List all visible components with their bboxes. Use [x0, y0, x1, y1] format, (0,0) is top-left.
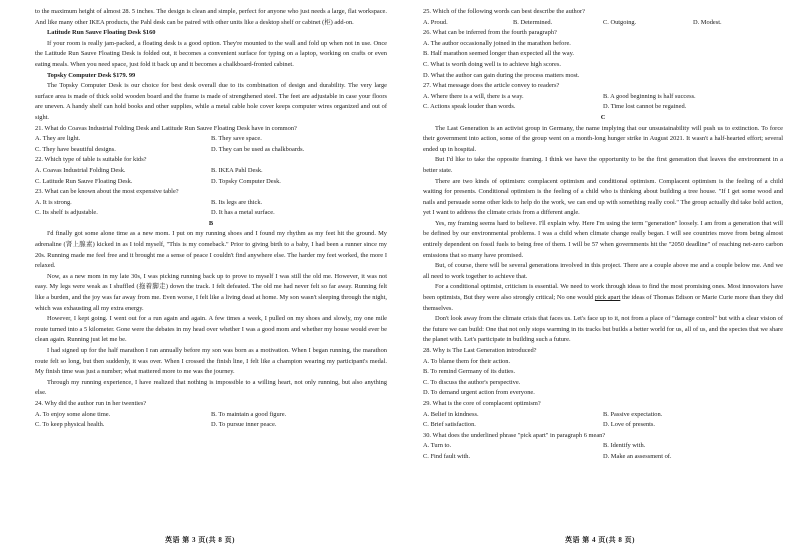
answer-options — [35, 410, 387, 421]
text-line: 22. Which type of table is suitable for kids? — [35, 156, 147, 164]
answer-option: C. To keep physical health. — [35, 421, 105, 429]
answer-option: A. They are light. — [35, 135, 81, 143]
text-run: For a conditional optimist, criticism is essential. We need to work through ideas to find the most promising ones. Most innovators have been optimists, But they were also strongly critical; No one would — [423, 283, 783, 302]
answer-option: D. It has a metal surface. — [211, 209, 275, 217]
text-line: C. What is worth doing well is to achieve high scores. — [423, 60, 561, 68]
answer-option: D. Love of presents. — [603, 421, 655, 429]
text-line: Yes, my framing seems hard to believe. I'll explain why. Here I'm using the term "generation" loosely. I am from a generation that will be defined by our environmental problems. I was a child when climate change really began. I will see countries move from being almost entirely dependent on fossil fuels to being free of them. I will be 57 when governments hit the "2050 deadline" of reaching net-zero carbon emissions that so many have promised. — [423, 219, 783, 259]
answer-options — [35, 177, 387, 188]
text-line: 30. What does the underlined phrase "pick apart" in paragraph 6 mean? — [423, 431, 606, 439]
answer-options — [423, 410, 783, 421]
answer-option: B. To maintain a good figure. — [211, 410, 287, 418]
answer-option: B. They save space. — [211, 135, 262, 143]
text-line: B. Half marathon seemed longer than expected all the way. — [423, 50, 574, 58]
page-footer: 英语 第 4 页(共 8 页) — [565, 536, 635, 544]
text-line: 29. What is the core of complacent optimism? — [423, 399, 541, 407]
answer-option: B. Identify with. — [603, 442, 646, 450]
answer-options — [35, 420, 387, 431]
text-line — [423, 282, 783, 314]
text-line: Now, as a new mom in my late 30s, I was picking running back up to prove to myself I was still the old me. However, it was not easy. My legs were weak as I shuffled (拖着脚走) down the track. I felt defeated. The old me had never felt so far away. Running felt like a burden, and the joy was far away from me. Even worse, I felt like a living dead at home. My son wasn't sleeping through the night, which was exhausting all my extra energy. — [35, 272, 387, 312]
text-line: 25. Which of the following words can best describe the author? — [423, 8, 585, 15]
text-line: But I'd like to take the opposite framing. I think we have the opportunity to be the first generation that leaves the environment in a better state. — [423, 156, 783, 174]
underlined-phrase: pick apart — [594, 294, 621, 302]
answer-options — [423, 420, 783, 431]
text-line: C. To discuss the author's perspective. — [423, 378, 521, 386]
answer-options — [423, 92, 783, 103]
text-line: 27. What message does the article convey to readers? — [423, 82, 560, 90]
answer-option: C. Outgoing. — [603, 18, 637, 26]
answer-option: B. Passive expectation. — [603, 410, 663, 418]
answer-option: C. They have beautiful designs. — [35, 145, 116, 153]
page-footer: 英语 第 3 页(共 8 页) — [165, 536, 235, 544]
answer-option: C. Brief satisfaction. — [423, 421, 476, 429]
text-line: 26. What can be inferred from the fourth paragraph? — [423, 29, 557, 37]
text-line: I'd finally got some alone time as a new mom. I put on my running shoes and I found my rhythm as my feet hit the ground. My adrenaline (肾上腺素) kicked in as I told myself, "This is my comeback." Prior to giving birth to a baby, I had been a runner since my 20s. Running made me feel free and it brought me a sense of peace I couldn't find anywhere else. The harder my feet worked, the more I relaxed. — [35, 230, 387, 270]
text-line: D. What the author can gain during the process matters most. — [423, 71, 580, 79]
answer-options — [423, 452, 783, 463]
answer-option: B. A good beginning is half success. — [603, 92, 696, 100]
text-line: But, of course, there will be several generations involved in this project. There are a couple above me and a couple below me. And we all need to work together to achieve that. — [423, 262, 783, 280]
text-line: If your room is really jam-packed, a floating desk is a good option. They're mounted to the wall and fold up when not in use. Once the Latitude Run Sauve Floating Desk is folded out, it becomes a convenient surface for typing on a laptop, working on crafts or even eating meals. When you need space, just fold it back up and it becomes a chalkboard-fronted cabinet. — [35, 39, 387, 68]
answer-option: D. To pursue inner peace. — [211, 421, 277, 429]
text-line: 23. What can be known about the most expensive table? — [35, 188, 179, 196]
answer-options — [423, 441, 783, 452]
product-heading: Topsky Computer Desk $179. 99 — [47, 71, 136, 79]
answer-option: C. Find fault with. — [423, 452, 471, 460]
text-line: 28. Why is The Last Generation introduced? — [423, 347, 537, 354]
answer-option: D. Topsky Computer Desk. — [211, 177, 281, 185]
text-line: 21. What do Coavas Industrial Folding Desk and Latitude Run Sauve Floating Desk have in common? — [35, 124, 297, 132]
answer-option: B. IKEA Pahl Desk. — [211, 166, 263, 174]
answer-option: D. Time lost cannot be regained. — [603, 103, 687, 111]
answer-options — [35, 134, 387, 145]
answer-options — [35, 145, 387, 156]
text-line: A. The author occasionally joined in the marathon before. — [423, 39, 571, 47]
text-line: There are two kinds of optimism: complacent optimism and conditional optimism. Complacent optimism is the feeling of a child waiting for presents. Conditional optimism is the feeling of a child who is thinking about building a tree house. "If I get some wood and nails and persuade some other kids to help do the work, we can end up with something really cool." The group actually did take bold action, yet I want to address the climate crisis from a different angle. — [423, 177, 783, 217]
text-line: Through my running experience, I have realized that nothing is impossible to a willing heart, not only running, but also anything else. — [35, 378, 387, 397]
section-letter: C — [600, 113, 606, 121]
answer-options — [35, 208, 387, 219]
text-line: to the maximum height of almost 28. 5 inches. The design is clean and simple, perfect for anyone who just needs a large, flat workspace. And like many other IKEA products, the Pahl desk can be paired with other units like a desktop shelf or cabinet (柜) add-on. — [35, 8, 387, 26]
right-page — [400, 0, 800, 551]
answer-option: A. Proud. — [423, 18, 448, 26]
text-line: The Last Generation is an activist group in Germany, the name implying that our unsustainability will push us to extinction. To force their government into action, some of the group went on a month-long hunger strike in August 2021. It wasn't a half-hearted effort; several ended up in hospital. — [423, 124, 783, 153]
right-column — [423, 7, 783, 463]
answer-options — [423, 18, 783, 29]
text-line: The Topsky Computer Desk is our choice for best desk overall due to its combination of design and durability. The very large surface area is made of thick solid wooden board and the frame is made of strengthened steel. The feet are adjustable in case your floors are uneven. A handy shelf can hold books and other supplies, while a metal cable hole cover keeps computer wires organized and out of sight. — [35, 82, 387, 121]
answer-option: D. Make an assessment of. — [603, 452, 672, 460]
answer-option: A. Coavas Industrial Folding Desk. — [35, 166, 126, 174]
text-line: 24. Why did the author run in her twenties? — [35, 399, 147, 407]
text-line: However, I kept going. I went out for a run again and again. A few times a week, I pulled on my shoes and slowly, my one mile route turned into a 5 kilometer. Gone were the debates in my head over whether I was a good mom and whether my house would ever be clean again. Running just let me be. — [35, 315, 387, 344]
answer-options — [423, 102, 783, 113]
section-letter: B — [208, 219, 214, 227]
answer-option: C. Latitude Run Sauve Floating Desk. — [35, 177, 133, 185]
answer-option: B. Its legs are thick. — [211, 198, 263, 206]
text-line: A. To blame them for their action. — [423, 357, 511, 365]
text-run: the ideas of Thomas Edison or Marie Curie more than they did themselves. — [423, 294, 783, 312]
answer-option: C. Its shelf is adjustable. — [35, 209, 98, 217]
answer-option: B. Determined. — [513, 18, 553, 26]
answer-options — [35, 166, 387, 177]
answer-option: C. Actions speak louder than words. — [423, 103, 516, 111]
answer-option: A. Belief in kindness. — [423, 410, 479, 418]
left-column — [35, 7, 387, 431]
answer-option: A. It is strong. — [35, 198, 72, 206]
answer-options — [35, 198, 387, 209]
answer-option: A. Where there is a will, there is a way. — [423, 92, 524, 100]
answer-option: A. Turn to. — [423, 442, 452, 450]
text-line: Don't look away from the climate crisis that faces us. Let's face up to it, not from a place of "damage control" but with a clear vision of the future we can build: One that not only stops warming in its tracks but builds a better world for us, all of us, and the species that we share the planet with. Let's participate in building such a future. — [423, 315, 783, 344]
product-heading: Latitude Run Sauve Floating Desk $160 — [47, 29, 156, 37]
text-line: I had signed up for the half marathon I ran annually before my son was born as a motivation. When I began running, the marathon route felt so long, but then suddenly, it was over. When I crossed the finish line, I felt like a champion wearing my participant's medal. My finish time was just a number; what mattered more to me was the journey. — [35, 347, 387, 376]
answer-option: A. To enjoy some alone time. — [35, 410, 111, 418]
text-line: D. To demand urgent action from everyone. — [423, 389, 535, 397]
answer-option: D. Modest. — [693, 18, 722, 26]
answer-option: D. They can be used as chalkboards. — [211, 145, 305, 153]
text-line: B. To remind Germany of its duties. — [423, 368, 516, 376]
